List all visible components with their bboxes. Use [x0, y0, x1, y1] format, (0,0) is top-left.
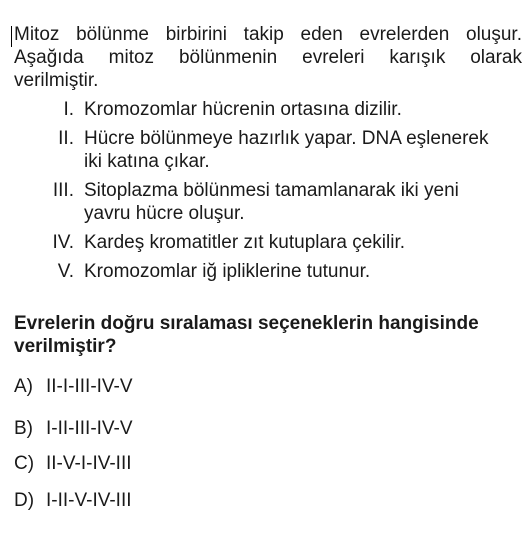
option-letter: A): [14, 376, 33, 397]
intro-line-2: Aşağıda mitoz bölünmenin evreleri karışık olarak: [14, 47, 522, 68]
item-text: Hücre bölünmeye hazırlık yapar. DNA eşlenerek: [84, 128, 489, 149]
item-number: I.: [63, 99, 74, 120]
item-number: III.: [52, 180, 74, 201]
option-letter: C): [14, 453, 35, 474]
list-item: [14, 260, 526, 283]
item-text: Sitoplazma bölünmesi tamamlanarak iki yeni: [84, 180, 459, 201]
list-item: [14, 98, 526, 121]
intro-line-3: verilmiştir.: [14, 70, 99, 91]
item-text: iki katına çıkar.: [84, 151, 210, 172]
option-letter: D): [14, 490, 35, 511]
option-text: I-II-III-IV-V: [46, 418, 133, 439]
option-a[interactable]: [14, 375, 133, 398]
list-item: [14, 179, 526, 225]
item-text: Kromozomlar hücrenin ortasına dizilir.: [84, 99, 402, 120]
option-letter: B): [14, 418, 33, 439]
option-d[interactable]: [14, 489, 132, 512]
item-number: V.: [57, 261, 74, 282]
item-number: IV.: [52, 232, 74, 253]
option-text: II-V-I-IV-III: [46, 453, 132, 474]
option-b[interactable]: [14, 417, 133, 440]
text-cursor: [11, 26, 12, 47]
item-text: Kromozomlar iğ ipliklerine tutunur.: [84, 261, 371, 282]
item-text: yavru hücre oluşur.: [84, 203, 245, 224]
item-text: Kardeş kromatitler zıt kutuplara çekilir.: [84, 232, 406, 253]
item-number: II.: [58, 128, 74, 149]
option-c[interactable]: [14, 452, 132, 475]
intro-line-1: Mitoz bölünme birbirini takip eden evrelerden oluşur.: [14, 24, 522, 45]
option-text: I-II-V-IV-III: [46, 490, 132, 511]
list-item: [14, 231, 526, 254]
question-line-1: Evrelerin doğru sıralaması seçeneklerin hangisinde: [14, 313, 479, 334]
option-text: II-I-III-IV-V: [46, 376, 133, 397]
intro-paragraph: [14, 23, 522, 92]
list-item: [14, 127, 526, 173]
stage-list: [14, 98, 526, 283]
question-line-2: verilmiştir?: [14, 336, 117, 357]
question-text: [14, 312, 524, 358]
